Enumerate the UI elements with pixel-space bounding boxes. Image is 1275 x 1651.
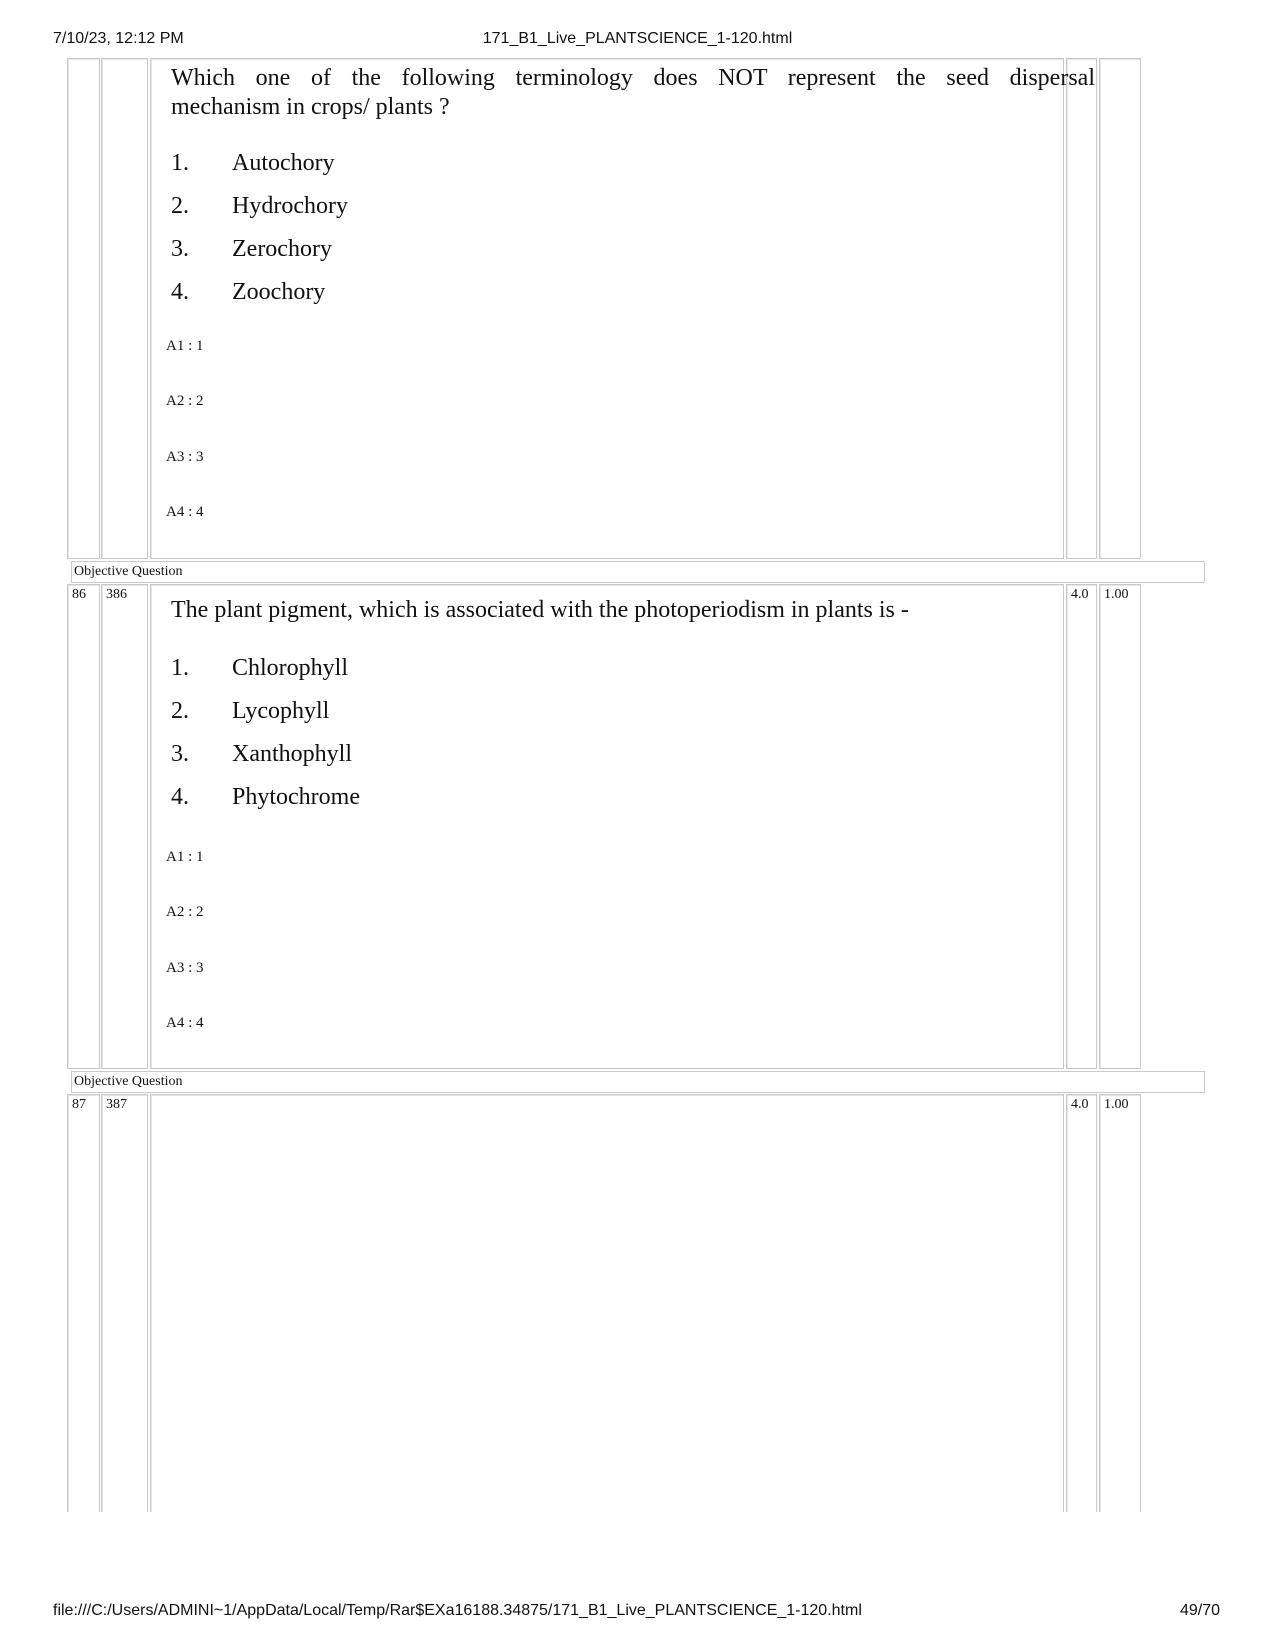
option-text: Lycophyll (232, 698, 330, 724)
option-text: Chlorophyll (232, 655, 349, 681)
answer-key: A4 : 4 (166, 1015, 204, 1031)
question-type-label: Objective Question (71, 1071, 1205, 1093)
question-text (171, 64, 1095, 122)
option-text: Xanthophyll (232, 741, 352, 767)
question-text: The plant pigment, which is associated with the photoperiodism in plants is - (171, 597, 909, 623)
option-number: 3. (171, 741, 189, 767)
option-number: 1. (171, 150, 189, 176)
print-file-path: file:///C:/Users/ADMINI~1/AppData/Local/Temp/Rar$EXa16188.34875/171_B1_Live_PLANTSCIENCE_1-120.html (53, 1602, 862, 1619)
serial-number: 87 (67, 1094, 100, 1512)
option-number: 1. (171, 655, 189, 681)
marks: 4.0 (1066, 1094, 1097, 1512)
question-id: 386 (101, 584, 148, 1069)
marks: 4.0 (1066, 584, 1097, 1069)
answer-key: A3 : 3 (166, 960, 204, 976)
question-text-line: mechanism in crops/ plants ? (171, 94, 450, 120)
page-number: 49/70 (1179, 1602, 1220, 1619)
option-text: Zerochory (232, 236, 332, 262)
option-number: 3. (171, 236, 189, 262)
answer-key: A4 : 4 (166, 504, 204, 520)
marks-cell (1066, 58, 1097, 559)
negative-marks: 1.00 (1099, 584, 1141, 1069)
answer-key: A1 : 1 (166, 338, 204, 354)
question-cell (150, 1094, 1064, 1512)
answer-key: A2 : 2 (166, 393, 204, 409)
option-text: Autochory (232, 150, 335, 176)
option-number: 2. (171, 193, 189, 219)
option-number: 4. (171, 279, 189, 305)
question-type-label: Objective Question (71, 561, 1205, 583)
negative-marks-cell (1099, 58, 1141, 559)
negative-marks: 1.00 (1099, 1094, 1141, 1512)
option-text: Hydrochory (232, 193, 348, 219)
print-title: 171_B1_Live_PLANTSCIENCE_1-120.html (482, 30, 793, 47)
serial-number: 86 (67, 584, 100, 1069)
answer-key: A1 : 1 (166, 849, 204, 865)
option-text: Zoochory (232, 279, 326, 305)
option-number: 4. (171, 784, 189, 810)
print-timestamp: 7/10/23, 12:12 PM (53, 30, 184, 47)
answer-key: A3 : 3 (166, 449, 204, 465)
answer-key: A2 : 2 (166, 904, 204, 920)
serial-cell (67, 58, 100, 559)
question-id: 387 (101, 1094, 148, 1512)
option-number: 2. (171, 698, 189, 724)
option-text: Phytochrome (232, 784, 360, 810)
question-text-line: Which one of the following terminology does NOT represent the seed dispersal (171, 65, 1095, 91)
qid-cell (101, 58, 148, 559)
